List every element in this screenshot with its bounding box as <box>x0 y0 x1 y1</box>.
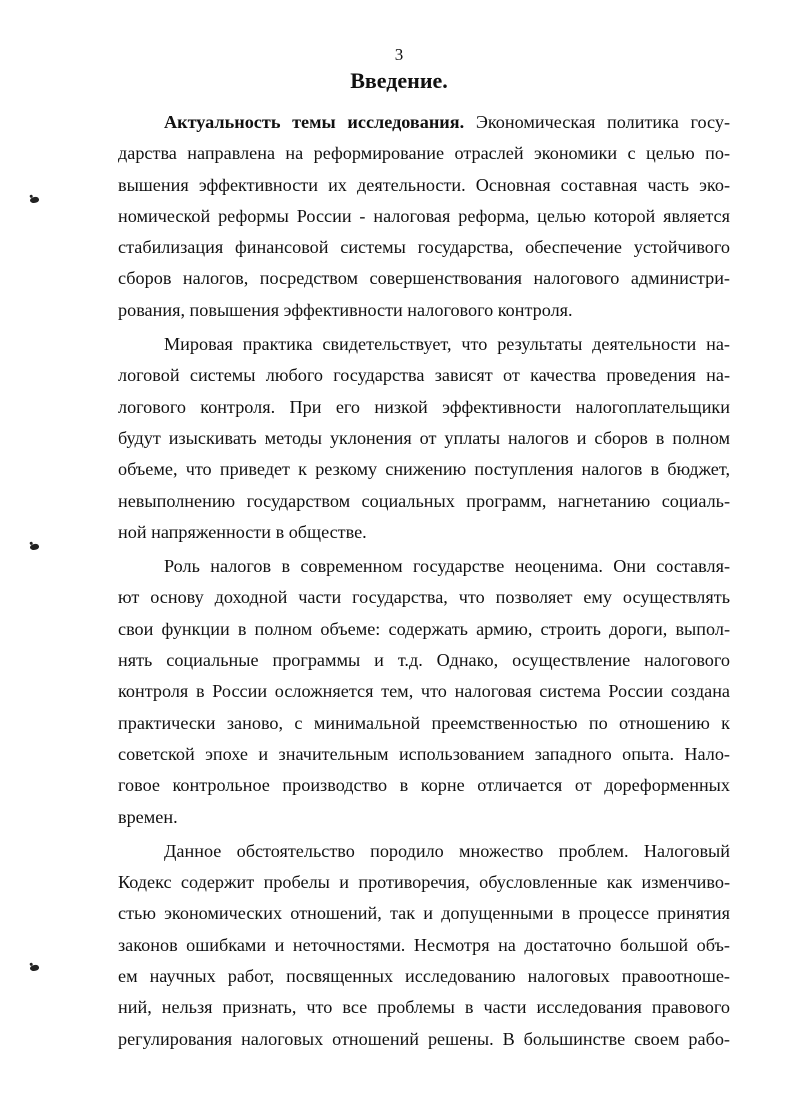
text-line: объеме, что приведет к резкому снижению поступления налогов в бюджет, <box>118 459 730 480</box>
text-line: Роль налогов в современном государстве неоценима. Они составля- <box>164 556 730 577</box>
text-line: рования, повышения эффективности налогового контроля. <box>118 299 573 320</box>
text-line: Мировая практика свидетельствует, что результаты деятельности на- <box>164 334 730 355</box>
text-line: нять социальные программы и т.д. Однако, осуществление налогового <box>118 650 730 671</box>
text-line: говое контрольное производство в корне отличается от дореформенных <box>118 775 730 796</box>
paragraph-relevance <box>118 107 730 326</box>
text-line: регулирования налоговых отношений решены. В большинстве своем рабо- <box>118 1028 730 1049</box>
paragraph-lead-heading: Актуальность темы исследования. <box>164 112 465 132</box>
text-line: ний, нельзя признать, что все проблемы в части исследования правового <box>118 997 730 1018</box>
paragraph-problems <box>118 836 730 1055</box>
binding-hole-mark <box>29 196 39 204</box>
page-number: 3 <box>394 45 404 64</box>
text-line: вышения эффективности их деятельности. Основная составная часть эко- <box>118 174 730 195</box>
text-line: свои функции в полном объеме: содержать армию, строить дороги, выпол- <box>118 618 730 639</box>
text-line: стабилизация финансовой системы государства, обеспечение устойчивого <box>118 237 730 258</box>
text-line: времен. <box>118 806 178 827</box>
text-line: будут изыскивать методы уклонения от уплаты налогов и сборов в полном <box>118 427 730 448</box>
page-title: Введение. <box>350 68 448 93</box>
text-line: ем научных работ, посвященных исследованию налоговых правоотноше- <box>118 966 730 987</box>
text-line: дарства направлена на реформирование отраслей экономики с целью по- <box>118 143 730 164</box>
text-line: Данное обстоятельство породило множество проблем. Налоговый <box>164 840 730 861</box>
text-line: контроля в России осложняется тем, что налоговая система России создана <box>118 681 730 702</box>
text-line: Кодекс содержит пробелы и противоречия, обусловленные как изменчиво- <box>118 872 730 893</box>
binding-hole-mark <box>29 964 39 972</box>
binding-hole-mark <box>29 543 39 551</box>
text-line: логовой системы любого государства зависят от качества проведения на- <box>118 365 730 386</box>
text-line-content: Экономическая политика госу- <box>464 112 730 132</box>
text-line <box>118 107 730 138</box>
text-line: стью экономических отношений, так и допущенными в процессе принятия <box>118 903 730 924</box>
text-line: номической реформы России - налоговая реформа, целью которой является <box>118 205 730 226</box>
document-body <box>118 107 730 1055</box>
text-line: ной напряженности в обществе. <box>118 521 367 542</box>
text-line: практически заново, с минимальной преемственностью по отношению к <box>118 712 730 733</box>
text-line: логового контроля. При его низкой эффективности налогоплательщики <box>118 396 730 417</box>
paragraph-world-practice <box>118 329 730 548</box>
text-line: ют основу доходной части государства, что позволяет ему осуществлять <box>118 587 730 608</box>
paragraph-role-of-taxes <box>118 551 730 833</box>
text-line: сборов налогов, посредством совершенствования налогового администри- <box>118 268 730 289</box>
text-line: советской эпохе и значительным использованием западного опыта. Нало- <box>118 743 730 764</box>
text-line: законов ошибками и неточностями. Несмотря на достаточно большой объ- <box>118 934 730 955</box>
text-line: невыполнению государством социальных программ, нагнетанию социаль- <box>118 490 730 511</box>
